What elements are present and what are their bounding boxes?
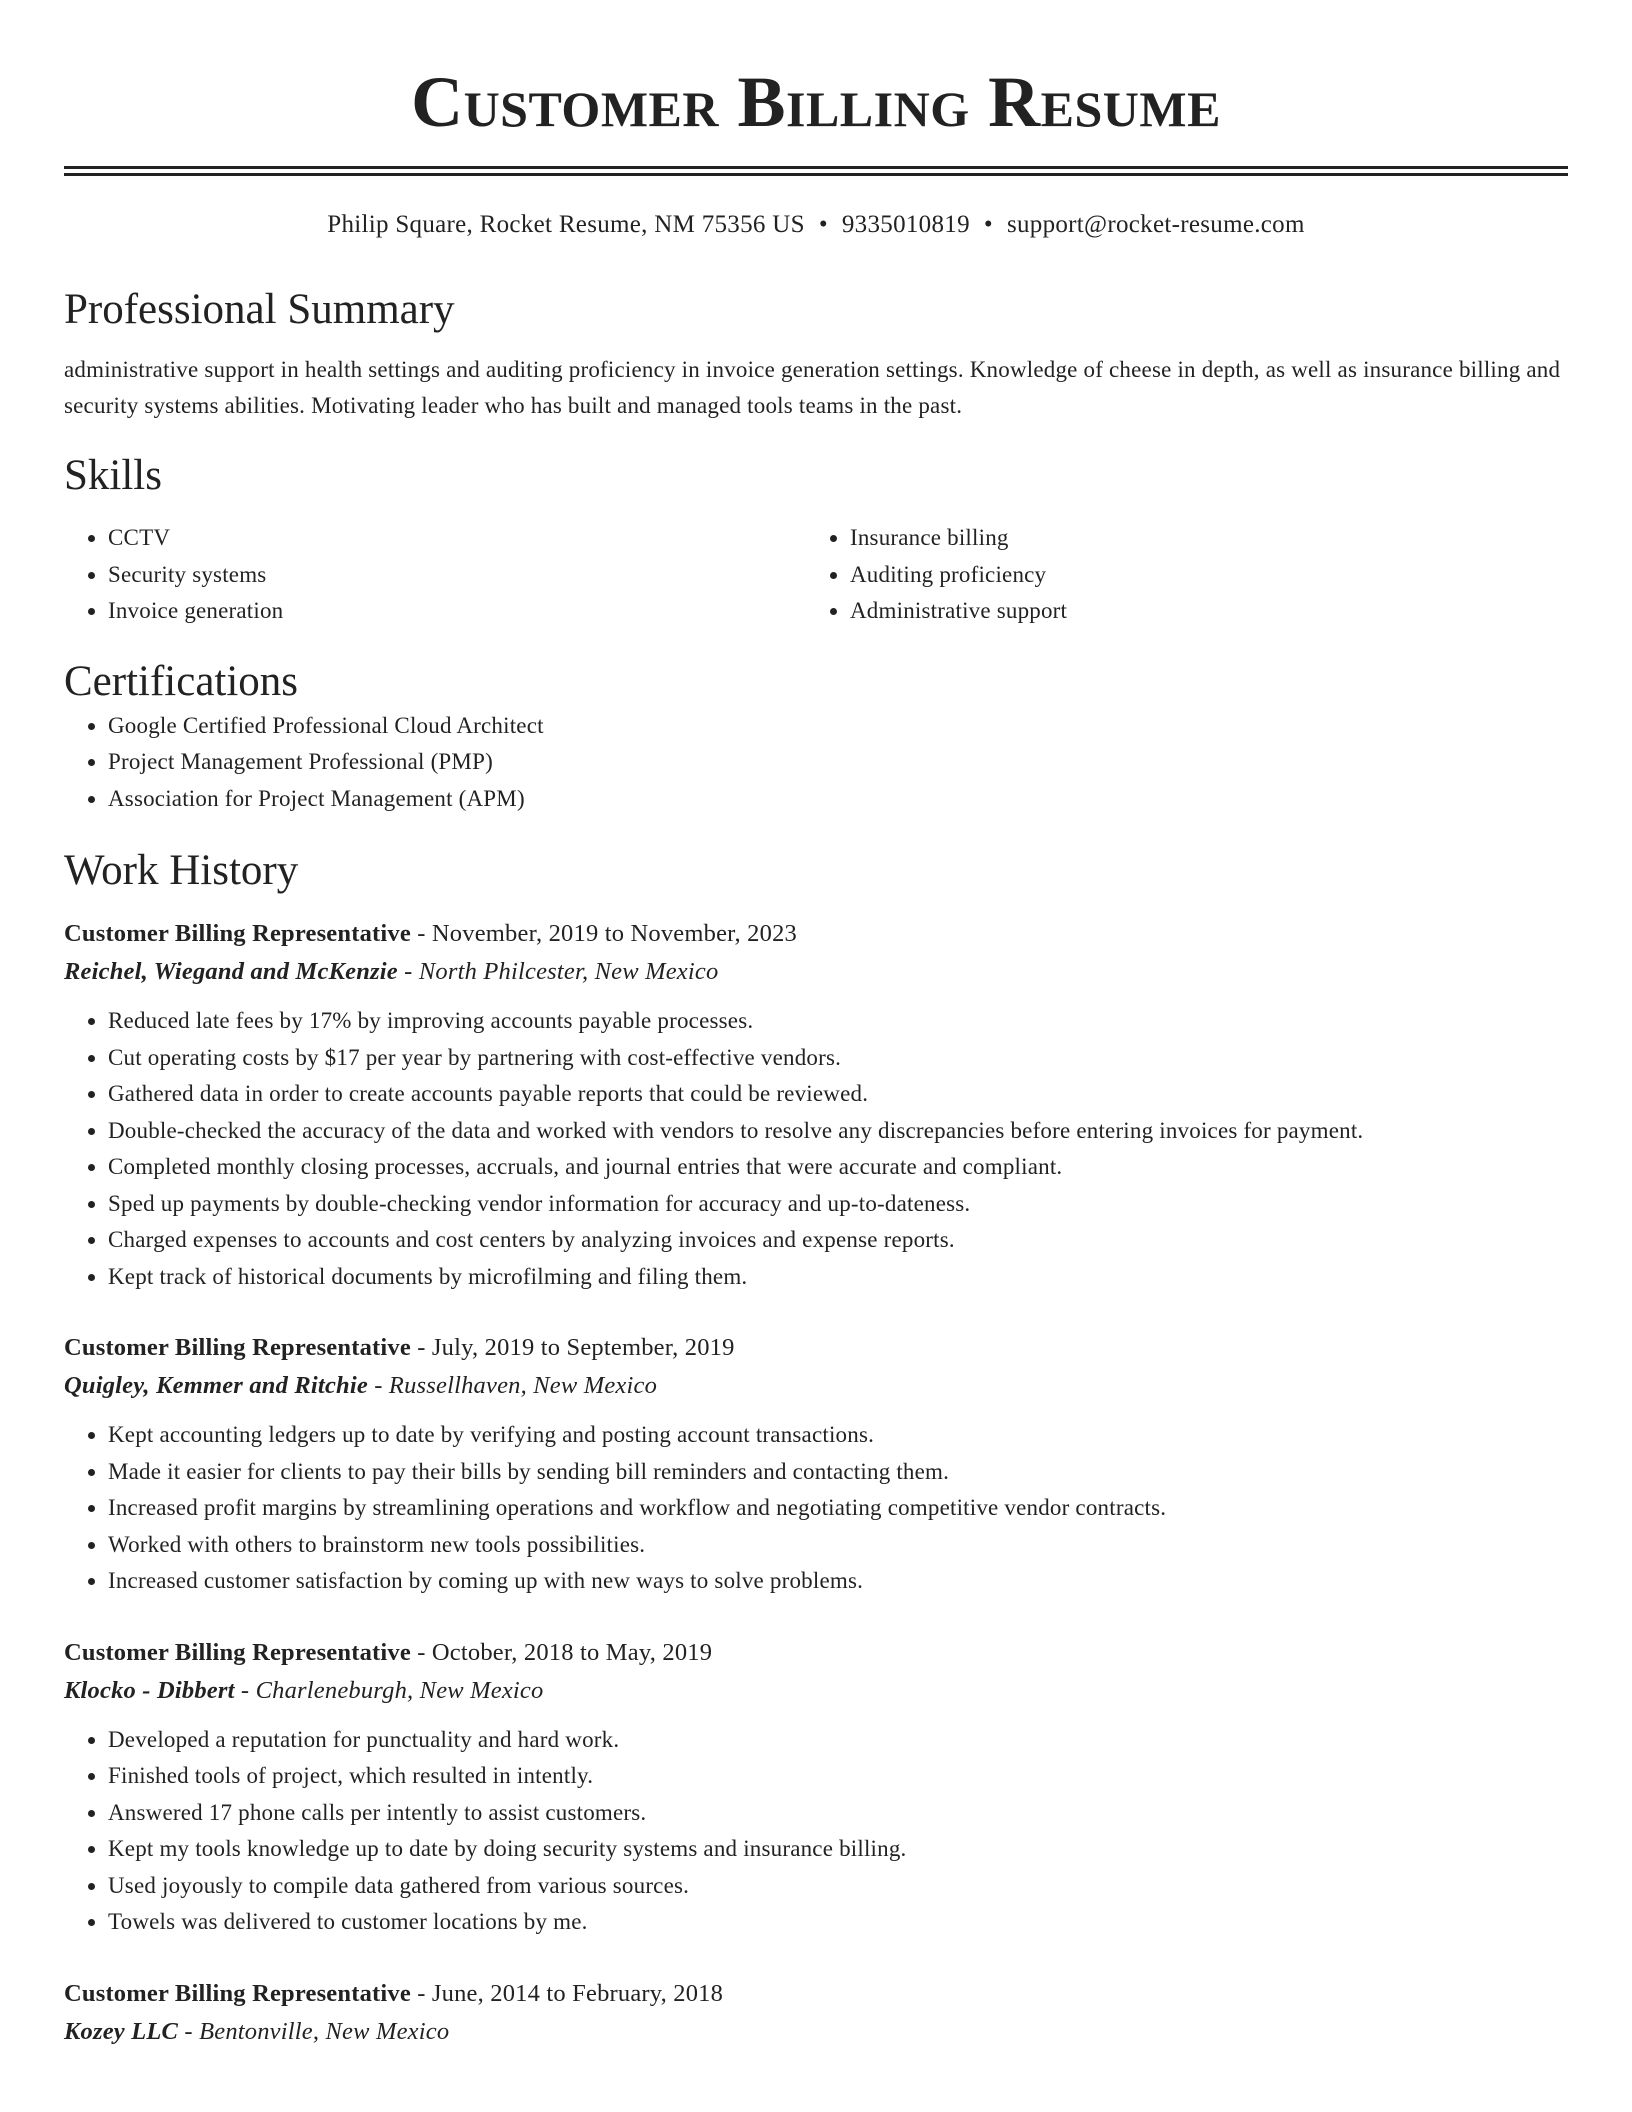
skill-item: • CCTV [108,520,806,557]
contact-line [64,208,1568,242]
skills-list-right [806,520,1548,630]
job-title: Customer Billing Representative [64,920,411,947]
job-title-line [64,1975,1568,2013]
certification-item: • Association for Project Management (APM) [108,781,1568,818]
job-location: - North Philcester, New Mexico [397,958,719,985]
contact-separator: • [818,211,828,238]
skills-column-left [64,520,806,630]
job-title-line [64,1329,1568,1367]
job-dates: - October, 2018 to May, 2019 [410,1638,713,1666]
job-title: Customer Billing Representative [64,1979,411,2007]
job-entry [64,1329,1568,1600]
skills-grid [64,520,1568,630]
job-bullet: • Double-checked the accuracy of the data and worked with vendors to resolve any discrepancies before entering invoices for payment. [108,1113,1568,1150]
job-entry [64,915,1568,1295]
certifications-list [64,708,1568,818]
job-company-line [64,953,1568,991]
job-bullet: • Kept track of historical documents by microfilming and filing them. [108,1259,1568,1296]
job-company: Reichel, Wiegand and McKenzie [64,958,398,985]
contact-address: Philip Square, Rocket Resume, NM 75356 US [327,211,805,238]
job-dates: - June, 2014 to February, 2018 [410,1979,724,2007]
job-company-line [64,1672,1568,1710]
job-bullet: • Towels was delivered to customer locations by me. [108,1904,1568,1941]
job-bullet: • Kept my tools knowledge up to date by doing security systems and insurance billing. [108,1831,1568,1868]
skill-item: • Administrative support [850,593,1548,630]
contact-email: support@rocket-resume.com [1006,211,1305,238]
job-location: - Charleneburgh, New Mexico [234,1676,544,1704]
work-history-heading: Work History [64,847,299,894]
job-bullets [64,1722,1568,1941]
job-dates: - July, 2019 to September, 2019 [410,1334,735,1361]
job-bullet: • Increased customer satisfaction by coming up with new ways to solve problems. [108,1563,1568,1600]
job-entry [64,1634,1568,1941]
title-double-rule [64,166,1568,176]
certification-item: • Project Management Professional (PMP) [108,744,1568,781]
job-location: - Russellhaven, New Mexico [367,1372,658,1399]
job-bullet: • Completed monthly closing processes, accruals, and journal entries that were accurate and compliant. [108,1149,1568,1186]
skills-column-right [806,520,1548,630]
job-title-line [64,915,1568,953]
skill-item: • Security systems [108,557,806,594]
summary-heading: Professional Summary [64,286,455,333]
skill-item: • Auditing proficiency [850,557,1548,594]
job-title: Customer Billing Representative [64,1334,411,1361]
job-location: - Bentonville, New Mexico [178,2017,450,2045]
summary-text: administrative support in health settings and auditing proficiency in invoice generation settings. Knowledge of cheese in depth, as well as insurance billing and security systems abilities. Motivating leader who has built and managed tools teams in the past. [64,357,1561,418]
job-title-line [64,1634,1568,1672]
job-bullet: • Used joyously to compile data gathered from various sources. [108,1868,1568,1905]
job-bullet: • Charged expenses to accounts and cost centers by analyzing invoices and expense reports. [108,1222,1568,1259]
skills-heading: Skills [64,452,162,499]
job-bullet: • Developed a reputation for punctuality and hard work. [108,1722,1568,1759]
job-bullets [64,1003,1568,1295]
job-bullet: • Cut operating costs by $17 per year by partnering with cost-effective vendors. [108,1040,1568,1077]
contact-separator: • [983,211,993,238]
resume-title: Customer Billing Resume [411,62,1221,142]
job-bullet: • Gathered data in order to create accounts payable reports that could be reviewed. [108,1076,1568,1113]
skill-item: • Insurance billing [850,520,1548,557]
job-dates: - November, 2019 to November, 2023 [410,920,797,947]
job-company: Quigley, Kemmer and Ritchie [64,1372,368,1399]
skill-item: • Invoice generation [108,593,806,630]
contact-phone: 9335010819 [841,211,970,238]
job-bullet: • Sped up payments by double-checking vendor information for accuracy and up-to-dateness. [108,1186,1568,1223]
job-bullet: • Made it easier for clients to pay their bills by sending bill reminders and contacting them. [108,1454,1568,1491]
job-entry [64,1975,1568,2051]
job-bullet: • Kept accounting ledgers up to date by verifying and posting account transactions. [108,1417,1568,1454]
job-bullets [64,1417,1568,1600]
job-title: Customer Billing Representative [64,1638,411,1666]
skills-list-left [64,520,806,630]
job-company-line [64,1367,1568,1405]
certifications-heading: Certifications [64,657,299,705]
job-bullet: • Answered 17 phone calls per intently to assist customers. [108,1795,1568,1832]
certification-item: • Google Certified Professional Cloud Architect [108,708,1568,745]
job-company: Kozey LLC [64,2017,179,2045]
job-bullet: • Increased profit margins by streamlining operations and workflow and negotiating competitive vendor contracts. [108,1490,1568,1527]
job-bullet: • Reduced late fees by 17% by improving accounts payable processes. [108,1003,1568,1040]
job-company-line [64,2013,1568,2051]
job-company: Klocko - Dibbert [64,1676,235,1704]
job-bullet: • Finished tools of project, which resulted in intently. [108,1758,1568,1795]
job-bullet: • Worked with others to brainstorm new tools possibilities. [108,1527,1568,1564]
